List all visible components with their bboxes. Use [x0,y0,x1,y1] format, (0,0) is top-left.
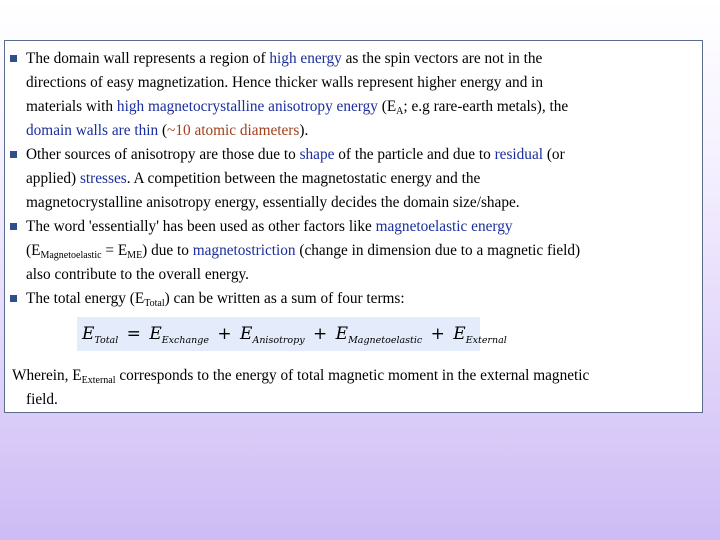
bullet-4-line-1: The total energy $(E_{Total})$ can be written as a sum of four terms: [26,290,405,309]
wherein-line-2: field. [26,391,58,408]
bullet-3-line-2: $(E_{Magnetoelastic} = E_{ME})$ due to magnetostriction (change in dimension due to a magnetic field) [26,242,581,261]
bullet-1-line-1: The domain wall represents a region of high energy as the spin vectors are not in the [26,50,543,67]
formula-plus: + [430,324,445,344]
wherein-line-1: Wherein, $E_{External}$ corresponds to the energy of total magnetic moment in the external magnetic [12,367,590,386]
bullet-2-line-2: applied) stresses. A competition between the magnetostatic energy and the [26,170,481,187]
formula-plus: + [217,324,232,344]
square-bullet-icon [10,223,17,230]
bullet-2-line-1: Other sources of anisotropy are those due to shape of the particle and due to residual (or [26,146,565,163]
formula-term-magnetoelastic: $E_{Magnetoelastic}$ [335,324,423,346]
square-bullet-icon [10,295,17,302]
formula-equals: = [126,324,141,344]
bullet-1-line-4: domain walls are thin (~10 atomic diameters). [26,122,309,139]
content-box [4,40,703,413]
square-bullet-icon [10,55,17,62]
formula-term-external: $E_{External}$ [453,324,507,346]
bullet-3-line-1: The word 'essentially' has been used as other factors like magnetoelastic energy [26,218,513,235]
square-bullet-icon [10,151,17,158]
formula-lhs: $E_{Total}$ [82,324,119,346]
formula-term-exchange: $E_{Exchange}$ [149,324,209,346]
bullet-1-line-3: materials with high magnetocrystalline anisotropy energy ($E_A$; e.g rare-earth metals), the [26,98,569,117]
bullet-3-line-3: also contribute to the overall energy. [26,266,250,283]
formula-term-anisotropy: $E_{Anisotropy}$ [240,324,305,346]
total-energy-formula [77,317,507,351]
bullet-2-line-3: magnetocrystalline anisotropy energy, essentially decides the domain size/shape. [26,194,520,211]
formula-plus: + [313,324,328,344]
bullet-1-line-2: directions of easy magnetization. Hence thicker walls represent higher energy and in [26,74,544,91]
